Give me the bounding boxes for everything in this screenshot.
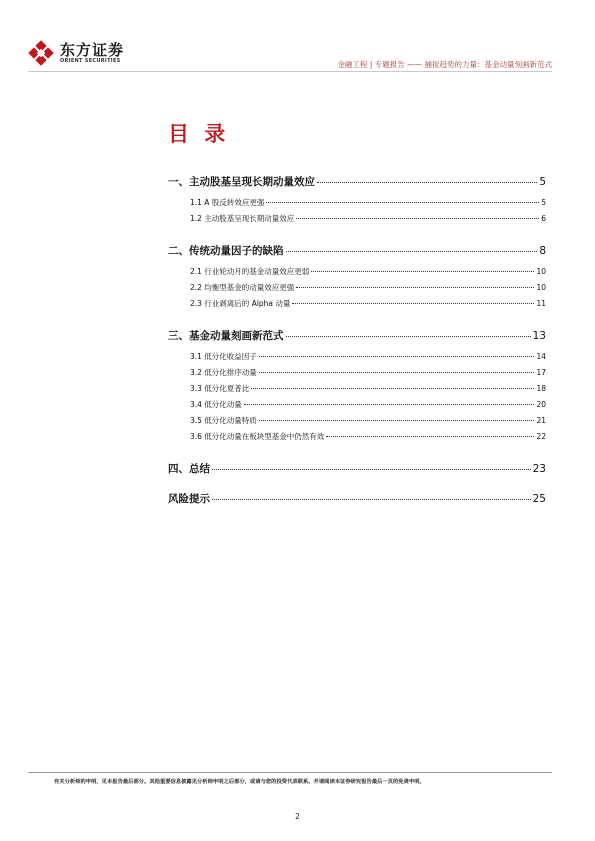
toc-subsection-page: 14 [536, 352, 546, 361]
toc-gap [168, 190, 546, 197]
toc-subsection[interactable] [168, 415, 546, 431]
toc-subsection-page: 5 [541, 198, 546, 207]
dot-leader [317, 182, 537, 183]
report-header-title: 金融工程 | 专题报告 —— 捕捉趋势的力量：基金动量刻画新范式 [337, 60, 552, 69]
dot-leader [286, 336, 531, 337]
toc-gap [168, 229, 546, 243]
toc-section-page: 8 [539, 245, 546, 257]
dot-leader [259, 420, 535, 421]
toc-subsection-label: 3.4 低分化动量 [190, 400, 242, 409]
toc-subsection[interactable] [168, 298, 546, 314]
brand-name-cn: 东方证劵 [60, 40, 125, 59]
page-number: 2 [295, 812, 300, 821]
toc-subsection-label: 3.5 低分化动量特质 [190, 416, 257, 425]
toc-subsection-page: 22 [536, 432, 546, 441]
toc-gap [168, 477, 546, 491]
toc-subsection-label: 1.1 A 股反转效应更强 [190, 198, 265, 207]
toc-gap [168, 314, 546, 328]
dot-leader [259, 356, 535, 357]
toc-section[interactable] [168, 461, 546, 477]
toc-subsection[interactable] [168, 399, 546, 415]
toc-section-page: 13 [532, 330, 546, 342]
dot-leader [296, 287, 534, 288]
toc-subsection-label: 3.1 低分化收益因子 [190, 352, 257, 361]
toc-section[interactable] [168, 491, 546, 507]
toc-gap [168, 344, 546, 351]
toc-section[interactable] [168, 243, 546, 259]
toc-section[interactable] [168, 174, 546, 190]
toc-subsection-label: 3.6 低分化动量在板块型基金中仍然有效 [190, 432, 325, 441]
toc-subsection-page: 17 [536, 368, 546, 377]
toc-section[interactable] [168, 328, 546, 344]
dot-leader [311, 271, 534, 272]
toc-subsection[interactable] [168, 431, 546, 447]
dot-leader [212, 499, 531, 500]
toc-subsection-label: 3.2 低分化排序动量 [190, 368, 257, 377]
toc-section-label: 三、基金动量刻画新范式 [168, 330, 284, 342]
dot-leader [259, 372, 535, 373]
toc-subsection-page: 10 [536, 267, 546, 276]
toc-subsection[interactable] [168, 213, 546, 229]
dot-leader [266, 202, 539, 203]
page-header [0, 0, 595, 80]
dot-leader [292, 303, 534, 304]
brand-name-en: ORIENT SECURITIES [60, 57, 121, 64]
header-divider [28, 71, 552, 72]
toc-subsection-label: 2.2 均衡型基金的动量效应更强 [190, 283, 295, 292]
footer-disclaimer: 有关分析师的申明，见本报告最后部分。其他重要信息披露见分析师申明之后部分，或请与您的投资代表联系。并请阅读本证券研究报告最后一页的免责申明。 [54, 779, 425, 785]
dot-leader [296, 218, 539, 219]
toc-section-label: 风险提示 [168, 493, 210, 505]
toc-section-page: 5 [539, 176, 546, 188]
toc-subsection-page: 21 [536, 416, 546, 425]
orient-securities-logo-icon [28, 40, 54, 66]
toc-subsection-label: 2.3 行业剥离后的 Alpha 动量 [190, 299, 291, 308]
dot-leader [251, 388, 534, 389]
toc-subsection[interactable] [168, 351, 546, 367]
toc-subsection[interactable] [168, 367, 546, 383]
toc-subsection[interactable] [168, 383, 546, 399]
toc-subsection-page: 6 [541, 214, 546, 223]
dot-leader [212, 469, 531, 470]
toc-subsection[interactable] [168, 282, 546, 298]
toc-subsection-label: 3.3 低分化夏普比 [190, 384, 250, 393]
brand-logo [28, 40, 124, 66]
toc-subsection-page: 18 [536, 384, 546, 393]
dot-leader [244, 404, 535, 405]
toc-gap [168, 259, 546, 266]
toc-subsection-page: 20 [536, 400, 546, 409]
toc-subsection-label: 2.1 行业轮动月的基金动量效应更弱 [190, 267, 310, 276]
toc-heading: 目 录 [168, 122, 230, 146]
toc-subsection-page: 10 [536, 283, 546, 292]
toc-subsection[interactable] [168, 197, 546, 213]
dot-leader [326, 436, 534, 437]
toc-subsection-label: 1.2 主动股基呈现长期动量效应 [190, 214, 295, 223]
toc-section-page: 25 [532, 493, 546, 505]
toc-section-label: 一、主动股基呈现长期动量效应 [168, 176, 315, 188]
toc-subsection-page: 11 [536, 299, 546, 308]
footer-divider [28, 772, 552, 773]
toc-section-label: 二、传统动量因子的缺陷 [168, 245, 284, 257]
dot-leader [286, 251, 538, 252]
toc-section-label: 四、总结 [168, 463, 210, 475]
toc-gap [168, 447, 546, 461]
table-of-contents [168, 174, 546, 507]
toc-subsection[interactable] [168, 266, 546, 282]
toc-section-page: 23 [532, 463, 546, 475]
